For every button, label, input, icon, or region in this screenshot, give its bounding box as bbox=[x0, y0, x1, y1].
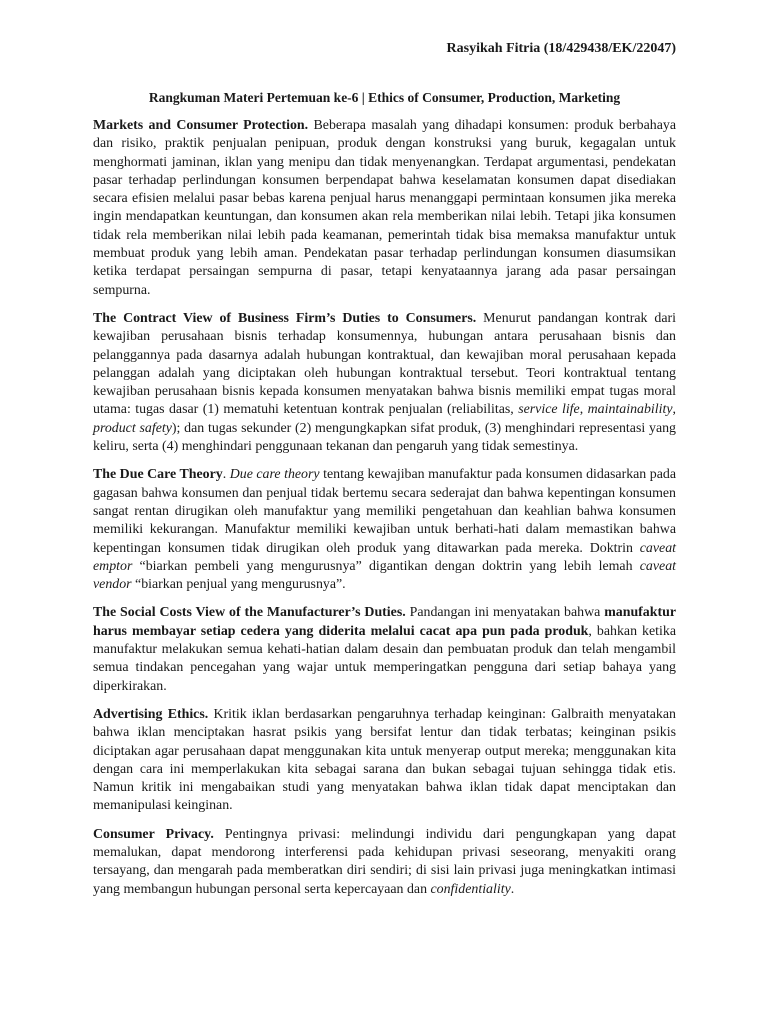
section-heading: The Due Care Theory bbox=[93, 467, 223, 483]
section-body: “biarkan pembeli yang mengurusnya” digantikan dengan doktrin yang lebih lemah bbox=[132, 558, 640, 574]
section-heading: Consumer Privacy. bbox=[93, 826, 214, 842]
document-title: Rangkuman Materi Pertemuan ke-6 | Ethics of Consumer, Production, Marketing bbox=[148, 90, 621, 105]
section-body: ); dan tugas sekunder (2) mengungkapkan sifat produk, (3) menghindari representasi yang keliru, serta (4) menghindari penggunaan tekanan dan pengaruh yang tidak semestinya. bbox=[93, 420, 677, 455]
section-body: Kritik iklan berdasarkan pengaruhnya terhadap keinginan: Galbraith menyatakan bahwa iklan menciptakan hasrat psikis yang bersifat lentur dan tidak terbatas; keinginan psikis diciptakan agar perusahaan dapat menggunakan kita untuk menyerap output mereka; menggunakan kita dengan cara ini memperlakukan kita sebagai sarana dan bukan sebagai tujuan sehingga tidak etis. Namun kritik ini mengabaikan studi yang menyatakan bahwa iklan tidak dapat menciptakan dan memanipulasi keinginan. bbox=[93, 706, 676, 814]
section-social-costs-view bbox=[93, 604, 676, 695]
section-body: Pentingnya privasi: melindungi individu dari pengungkapan yang dapat memalukan, dapat mendorong interferensi pada kehidupan privasi seseorang, menyakiti orang tersayang, dan mengarah pada memberatkan diri sendiri; di sisi lain privasi juga meningkatkan intimasi yang membangun hubungan personal serta kepercayaan dan bbox=[93, 826, 676, 897]
section-body: tentang kewajiban manufaktur pada konsumen didasarkan pada gagasan bahwa konsumen dan penjual tidak bertemu secara sederajat dan bahwa kepentingan konsumen sangat rentan dirugikan oleh manufaktur yang memiliki pengetahuan dan keahlian bahwa konsumen memiliki kekurangan. Manufaktur memiliki kewajiban untuk berhati-hati dalam memastikan bahwa kepentingan konsumen tidak dirugikan oleh produk yang ditawarkan pada mereka. Doktrin bbox=[93, 467, 677, 556]
separator: , bbox=[579, 402, 588, 418]
section-body: Beberapa masalah yang dihadapi konsumen: produk berbahaya dan risiko, praktik penjualan penipuan, produk dengan konstruksi yang buruk, kegagalan untuk menghormati jaminan, iklan yang menipu dan tidak menyenangkan. Terdapat argumentasi, pendekatan pasar terhadap perlindungan konsumen berpendapat bahwa keselamatan konsumen dapat disediakan secara efisien melalui pasar bebas karena penjual harus menanggapi permintaan konsumen jika mereka ingin mendapatkan keuntungan, dan konsumen akan rela memberikan nilai lebih. Tetapi jika konsumen tidak rela memberikan nilai lebih pada keamanan, pemerintah tidak bisa memaksa manufaktur untuk membuat produk yang lebih aman. Pendekatan pasar terhadap perlindungan konsumen diasumsikan ketika terdapat persaingan sempurna di pasar, tetapi kenyataannya jarang ada pasar persaingan sempurna. bbox=[93, 118, 676, 298]
document-page bbox=[93, 40, 676, 909]
italic-term: caveat emptor bbox=[93, 540, 676, 574]
section-body: Pandangan ini menyatakan bahwa bbox=[405, 605, 605, 621]
italic-term: confidentiality bbox=[430, 881, 511, 897]
author-line: Rasyikah Fitria (18/429438/EK/22047) bbox=[446, 41, 676, 56]
italic-term: caveat vendor bbox=[93, 558, 676, 593]
section-body: “biarkan penjual yang mengurusnya”. bbox=[131, 577, 346, 593]
section-markets-consumer-protection bbox=[93, 117, 676, 300]
section-body: . bbox=[510, 881, 515, 897]
section-body: Menurut pandangan kontrak dari kewajiban perusahaan bisnis terhadap konsumennya, hubungan antara perusahaan bisnis dan pelanggannya pada dasarnya adalah hubungan kontraktual, dan kewajiban moral perusahaan kepada pelanggan adalah yang diciptakan oleh hubungan kontraktual tersebut. Teori kontraktual tentang kewajiban perusahaan bisnis kepada konsumen menyatakan bahwa bisnis memiliki empat tugas moral utama: tugas dasar (1) mematuhi ketentuan kontrak penjualan (reliabilitas, bbox=[93, 310, 676, 418]
italic-term: maintainability bbox=[587, 402, 673, 418]
section-heading: Markets and Consumer Protection. bbox=[93, 118, 309, 133]
italic-term: Due care theory bbox=[229, 467, 320, 483]
section-heading: The Social Costs View of the Manufacturer’s Duties. bbox=[93, 605, 406, 621]
section-due-care-theory bbox=[93, 466, 676, 594]
italic-term: product safety bbox=[93, 420, 172, 436]
section-body: , bahkan ketika manufaktur melakukan semua kehati-hatian dalam desain dan pembuatan produk dan telah mengambil semua tindakan pencegahan yang wajar untuk memperingatkan pengguna dari setiap bahaya yang diperkirakan. bbox=[93, 623, 676, 694]
section-body: . bbox=[222, 467, 230, 483]
separator: , bbox=[672, 402, 676, 418]
italic-term: service life bbox=[518, 402, 580, 418]
bold-emphasis: manufaktur harus membayar setiap cedera yang diderita melalui cacat apa pun pada produk bbox=[93, 605, 676, 639]
section-contract-view bbox=[93, 310, 676, 456]
section-heading: Advertising Ethics. bbox=[93, 706, 209, 722]
section-consumer-privacy bbox=[93, 826, 676, 899]
section-advertising-ethics bbox=[93, 706, 676, 816]
section-heading: The Contract View of Business Firm’s Duties to Consumers. bbox=[93, 310, 477, 326]
